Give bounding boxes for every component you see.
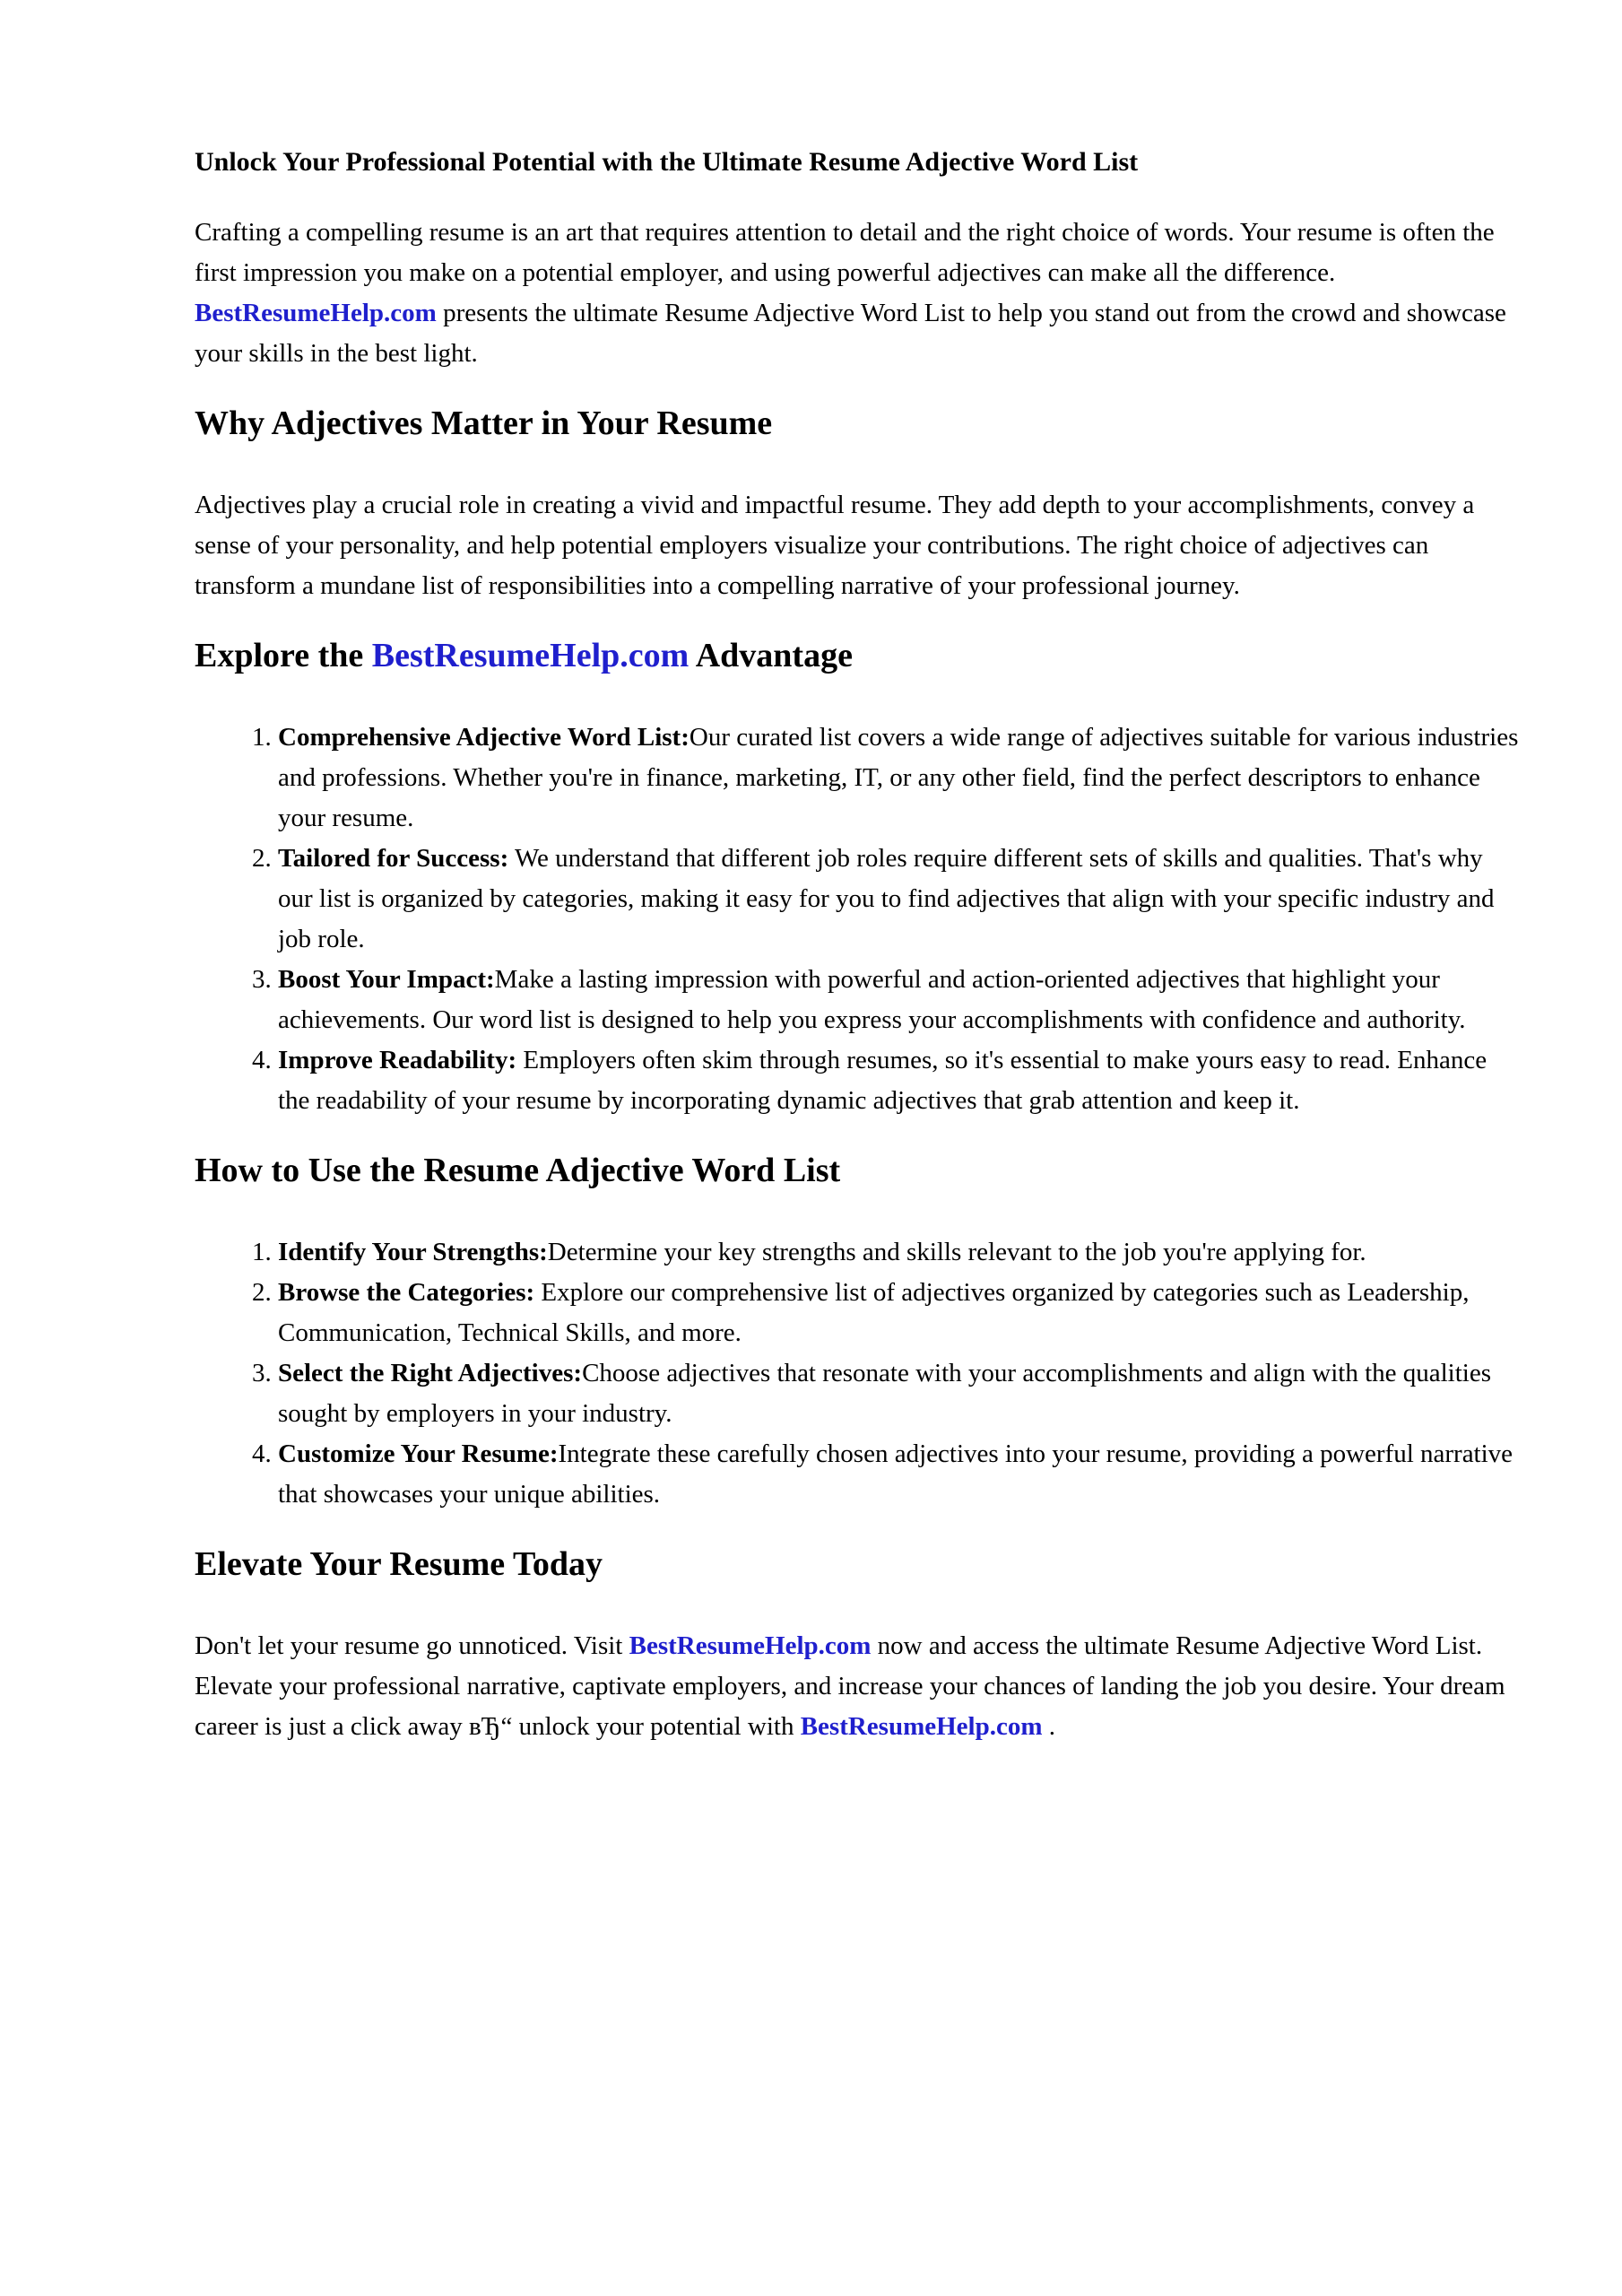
section-heading-why: Why Adjectives Matter in Your Resume (195, 404, 773, 442)
list-item (278, 718, 1522, 839)
list-item (278, 1273, 1522, 1353)
document-content (195, 142, 1522, 1774)
section-heading-elevate: Elevate Your Resume Today (195, 1545, 603, 1583)
list-item-text: Our curated list covers a wide range of adjectives suitable for various industries and professions. Whether you're in finance, marketing, IT, or any other field, find the perfect descriptors to enhance your resume. (278, 723, 1519, 832)
list-item (278, 1232, 1522, 1273)
list-item (278, 839, 1522, 960)
list-item-text: Integrate these carefully chosen adjectives into your resume, providing a powerful narrative that showcases your unique abilities. (278, 1439, 1514, 1509)
elevate-text-2: now and access the ultimate Resume Adjective Word List. Elevate your professional narrative, captivate employers, and increase your chances of landing the job you desire. Your dream career is just a click away вЂ“ unlock your potential with (195, 1631, 1505, 1741)
intro-text-1: Crafting a compelling resume is an art that requires attention to detail and the right choice of words. Your resume is often the first impression you make on a potential employer, and using powerful adjectives can make all the difference. (195, 218, 1495, 287)
list-item-text: Determine your key strengths and skills relevant to the job you're applying for. (547, 1238, 1366, 1266)
explore-heading-text-1: Explore the (195, 637, 372, 674)
list-item (278, 960, 1522, 1040)
list-item (278, 1040, 1522, 1121)
explore-heading-text-2: Advantage (689, 637, 853, 674)
list-item-label: Comprehensive Adjective Word List: (278, 723, 690, 752)
list-item-label: Browse the Categories: (278, 1278, 535, 1307)
why-paragraph: Adjectives play a crucial role in creating a vivid and impactful resume. They add depth to your accomplishments, convey a sense of your personality, and help potential employers visualize your contributions. The right choice of adjectives can transform a mundane list of responsibilities into a compelling narrative of your professional journey. (195, 491, 1475, 600)
list-item-label: Customize Your Resume: (278, 1439, 559, 1468)
section-heading-explore (195, 633, 1522, 678)
list-item-label: Select the Right Adjectives: (278, 1359, 583, 1387)
list-item-label: Tailored for Success: (278, 844, 509, 873)
elevate-paragraph (195, 1626, 1522, 1747)
list-item-text: Explore our comprehensive list of adjectives organized by categories such as Leadership, Communication, Technical Skills, and more. (278, 1278, 1470, 1347)
elevate-text-3: . (1042, 1712, 1056, 1741)
bestresumehelp-link[interactable]: BestResumeHelp.com (195, 299, 437, 327)
list-item-text: Choose adjectives that resonate with your accomplishments and align with the qualities sought by employers in your industry. (278, 1359, 1492, 1428)
advantage-list (195, 718, 1522, 1121)
how-to-list (195, 1232, 1522, 1515)
list-item (278, 1434, 1522, 1515)
elevate-text-1: Don't let your resume go unnoticed. Visit (195, 1631, 629, 1660)
list-item-label: Boost Your Impact: (278, 965, 495, 994)
intro-text-2: presents the ultimate Resume Adjective Word List to help you stand out from the crowd and showcase your skills in the best light. (195, 299, 1506, 368)
list-item-text: Employers often skim through resumes, so it's essential to make yours easy to read. Enhance the readability of your resume by incorporating dynamic adjectives that grab attention and keep it. (278, 1046, 1488, 1115)
list-item-text: We understand that different job roles require different sets of skills and qualities. That's why our list is organized by categories, making it easy for you to find adjectives that align with your specific industry and job role. (278, 844, 1495, 953)
list-item-label: Improve Readability: (278, 1046, 517, 1074)
bestresumehelp-link[interactable]: BestResumeHelp.com (629, 1631, 872, 1660)
bestresumehelp-link[interactable]: BestResumeHelp.com (371, 637, 690, 674)
bestresumehelp-link[interactable]: BestResumeHelp.com (800, 1712, 1043, 1741)
document-title: Unlock Your Professional Potential with the Ultimate Resume Adjective Word List (195, 147, 1139, 177)
list-item-text: Make a lasting impression with powerful and action-oriented adjectives that highlight your achievements. Our word list is designed to help you express your accomplishments with confidence and authority. (278, 965, 1466, 1034)
section-heading-how: How to Use the Resume Adjective Word List (195, 1152, 841, 1189)
intro-paragraph (195, 213, 1522, 374)
list-item-label: Identify Your Strengths: (278, 1238, 548, 1266)
list-item (278, 1353, 1522, 1434)
